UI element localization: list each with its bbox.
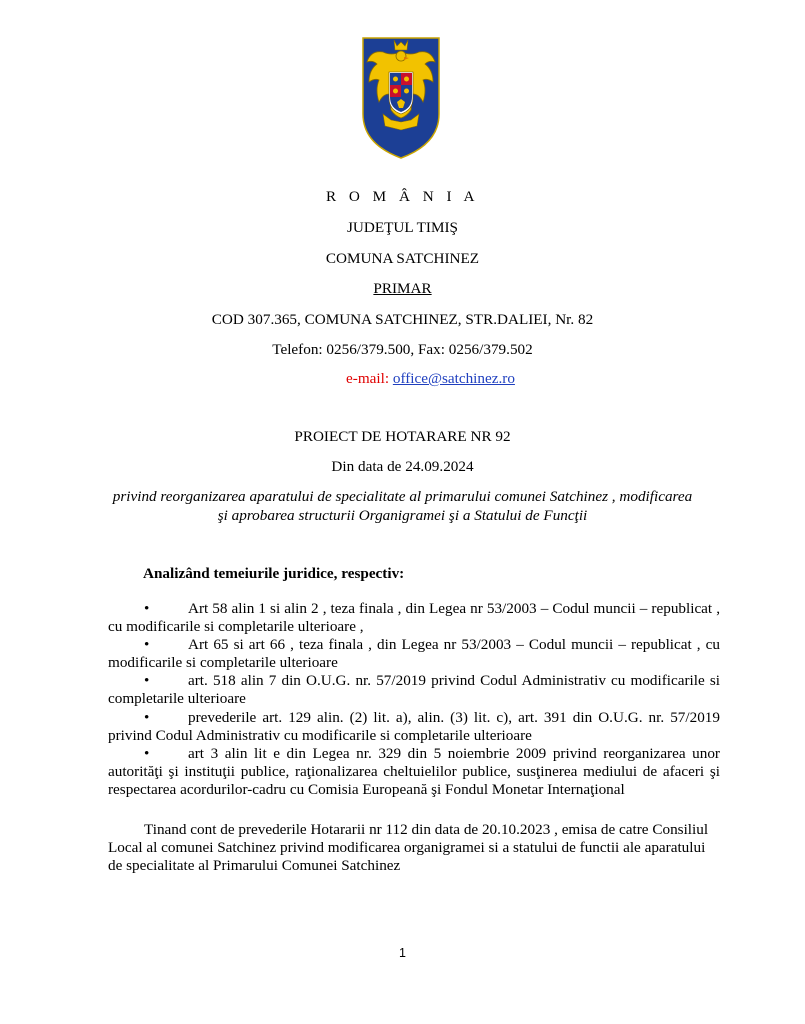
page-number: 1 [399, 946, 406, 960]
bullet-icon: • [144, 709, 150, 726]
phone-line: Telefon: 0256/379.500, Fax: 0256/379.502 [272, 341, 533, 358]
bullet-icon: • [144, 600, 150, 617]
document-date: Din data de 24.09.2024 [331, 458, 474, 475]
commune-name: COMUNA SATCHINEZ [325, 250, 480, 267]
bullet-icon: • [144, 745, 150, 762]
email-line [28, 370, 805, 388]
country-name: R O M Â N I A [325, 188, 479, 205]
coat-of-arms-icon [361, 36, 441, 160]
legal-item-1: • Art 58 alin 1 si alin 2 , teza finala , din Legea nr 53/2003 – Codul muncii – republicat , cu modificarile si completarile ulterioare , [108, 600, 720, 635]
bullet-icon: • [144, 636, 150, 653]
bullet-icon: • [144, 672, 150, 689]
legal-item-3: • art. 518 alin 7 din O.U.G. nr. 57/2019 privind Codul Administrativ cu modificarile si completarile ulterioare [108, 672, 720, 707]
document-subject-line-2: şi aprobarea structurii Organigramei şi a Statului de Funcţii [217, 507, 588, 524]
office-title: PRIMAR [373, 280, 432, 297]
legal-item-2: • Art 65 si art 66 , teza finala , din Legea nr 53/2003 – Codul muncii – republicat , cu modificarile si completarile ulterioare [108, 636, 720, 671]
county-name: JUDEŢUL TIMIŞ [347, 219, 458, 236]
legal-item-4: • prevederile art. 129 alin. (2) lit. a), alin. (3) lit. c), art. 391 din O.U.G. nr. 57/2019 privind Codul Administrativ cu modificarile si completarile ulterioare [108, 709, 720, 744]
email-link[interactable]: office@satchinez.ro [392, 370, 515, 387]
email-label: e-mail: [346, 370, 390, 387]
legal-item-5: • art 3 alin lit e din Legea nr. 329 din 5 noiembrie 2009 privind reorganizarea unor autorităţi şi instituţii publice, raţionalizarea cheltuielilor publice, susţinerea mediului de afaceri şi respectarea acordurilor-cadru cu Comisia Europeană şi Fondul Monetar Internaţional [108, 745, 720, 798]
document-title: PROIECT DE HOTARARE NR 92 [294, 428, 511, 445]
closing-paragraph: Tinand cont de prevederile Hotararii nr 112 din data de 20.10.2023 , emisa de catre Consiliul Local al comunei Satchinez privind modificarea organigramei si a statului de functii ale aparatului de specialitate al Primarului Comunei Satchinez [108, 821, 709, 874]
legal-heading: Analizând temeiurile juridice, respectiv: [143, 565, 405, 582]
address-line: COD 307.365, COMUNA SATCHINEZ, STR.DALIEI, Nr. 82 [211, 311, 594, 328]
document-subject-line-1: privind reorganizarea aparatului de specialitate al primarului comunei Satchinez , modificarea [112, 488, 693, 505]
